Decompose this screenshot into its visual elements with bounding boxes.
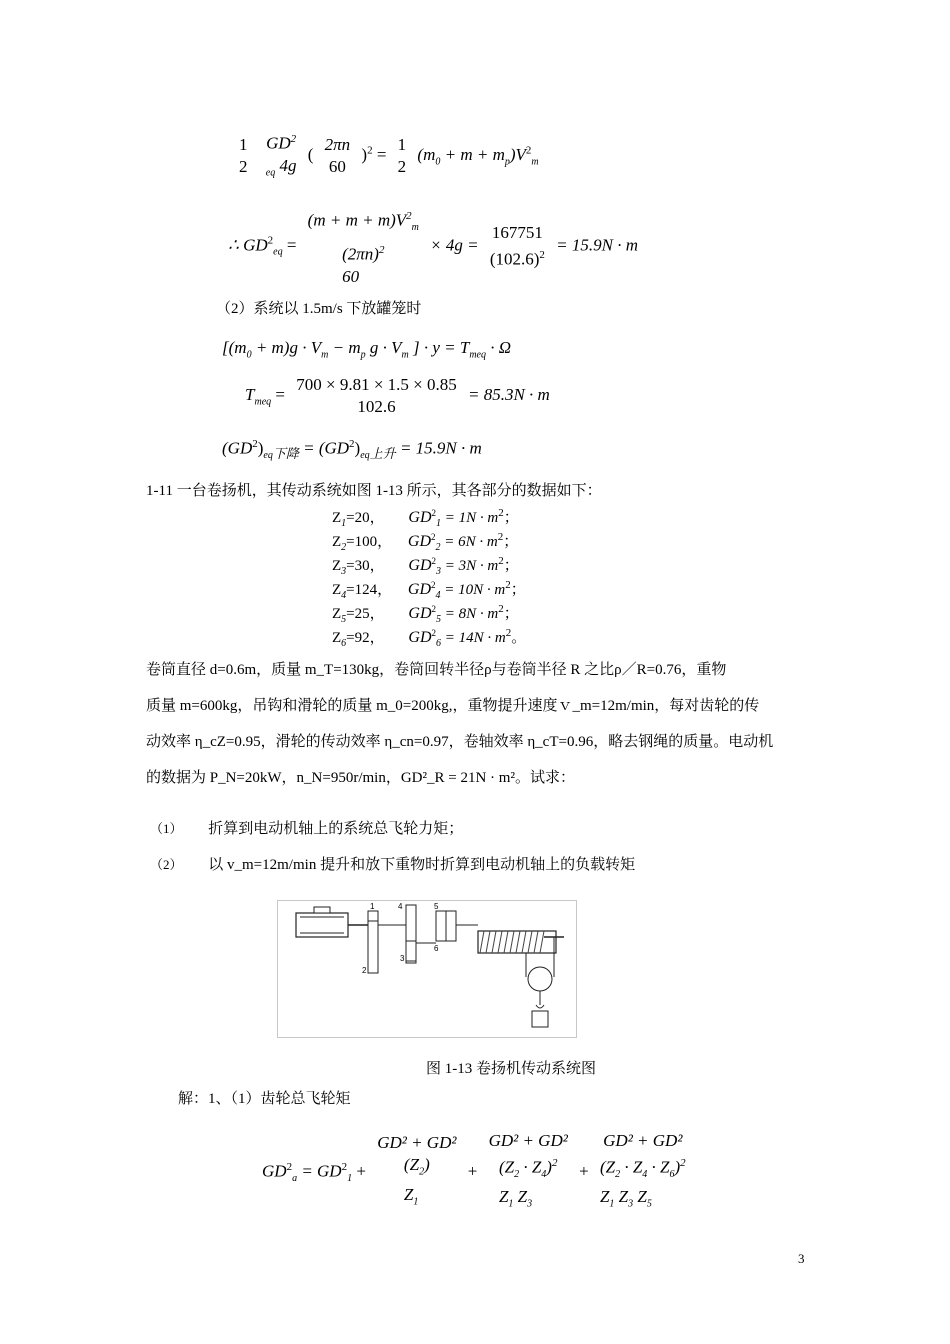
gear-row-3: $Z_3=30$， $GD^2_3 = 3N \cdot m^2$；	[332, 555, 519, 577]
frac-167751: 167751 $(102.6)^2$	[489, 223, 545, 269]
frac-half: 1 2	[239, 135, 248, 177]
question-1: （1） 折算到电动机轴上的系统总飞轮力矩；	[150, 821, 464, 837]
fig-label-2: 2	[362, 966, 367, 975]
equation-2: ∴ $GD^2_{eq}$ = $(m + m + m)V^2_m$ $(2\pi n)^2$ 60 × 4g = 167751 $(102.6)^2$ = 15.9N · m	[228, 205, 638, 288]
winch-diagram-svg	[278, 901, 576, 1037]
gear-row-1: $Z_1=20$， $GD^2_1 = 1N \cdot m^2$；	[332, 507, 519, 529]
frac-gd-4g: $GD^2$ $_{eq}$ 4g	[265, 133, 297, 179]
para-line-4: 的数据为 P_N=20kW，n_N=950r/min，GD²_R = 21N · m²。试求：	[146, 770, 575, 786]
equation-6: $GD^2_a = GD^2_1$ + GD² + GD² $(Z_2)$ $Z_1$ + GD² + GD² $(Z_2 \cdot Z_4)^2$ $Z_1$ $Z_3$ + GD² + GD² $(Z_2 \cdot Z_4 \cdot Z_6)^2$ $Z_1$ $Z_3$ $Z_5$	[262, 1130, 693, 1215]
frac-gear-1: GD² + GD² $(Z_2)$ $Z_1$	[377, 1133, 457, 1208]
equation-3: [$(m_0 + m)g \cdot V_m - m_p$ $g \cdot V_m$ ] · $y = T_{meq} \cdot \Omega$	[222, 338, 512, 361]
fig-label-6: 6	[434, 944, 439, 953]
gear-row-4: $Z_4=124$， $GD^2_4 = 10N \cdot m^2$；	[332, 579, 526, 601]
equation-4: $T_{meq}$ = 700 × 9.81 × 1.5 × 0.85 102.6 = 85.3N · m	[245, 375, 550, 416]
gear-row-6: $Z_6=92$， $GD^2_6 = 14N \cdot m^2$。	[332, 627, 527, 649]
gear-list	[332, 506, 526, 650]
frac-gear-2: GD² + GD² $(Z_2 \cdot Z_4)^2$ $Z_1$ $Z_3$	[488, 1131, 568, 1210]
fig-label-1: 1	[370, 902, 375, 911]
item-2-title: （2）系统以 1.5m/s 下放罐笼时	[216, 301, 422, 317]
page-number: 3	[798, 1251, 805, 1266]
figure-caption: 图 1-13 卷扬机传动系统图	[426, 1061, 596, 1077]
frac-half-rhs: 1 2	[397, 135, 407, 177]
frac-mass-over-speed: $(m + m + m)V^2_m$ $(2\pi n)^2$ 60	[307, 210, 419, 286]
para-line-1: 卷筒直径 d=0.6m，质量 m_T=130kg，卷筒回转半径ρ与卷筒半径 R 之比ρ／R=0.76，重物	[146, 662, 727, 678]
para-line-3: 动效率 η_cZ=0.95，滑轮的传动效率 η_cn=0.97，卷轴效率 η_cT=0.96，略去钢绳的质量。电动机	[146, 734, 774, 750]
equation-1: 1 2 $GD^2$ $_{eq}$ 4g ( 2πn 60 )$^2$ = 1 2 $(m_0 + m + m_p)V^2_m$	[232, 128, 539, 184]
para-line-2: 质量 m=600kg，吊钩和滑轮的质量 m_0=200kg,，重物提升速度ｖ_m=12m/min，每对齿轮的传	[146, 698, 760, 714]
problem-paragraph	[146, 652, 816, 796]
problem-intro: 1-11 一台卷扬机，其传动系统如图 1-13 所示，其各部分的数据如下：	[146, 483, 602, 499]
frac-torque: 700 × 9.81 × 1.5 × 0.85 102.6	[296, 375, 457, 416]
figure-winch-drive	[277, 900, 577, 1038]
gear-row-2: $Z_2=100$， $GD^2_2 = 6N \cdot m^2$；	[332, 531, 519, 553]
gear-row-5: $Z_5=25$， $GD^2_5 = 8N \cdot m^2$；	[332, 603, 519, 625]
fig-label-3: 3	[400, 954, 405, 963]
fig-label-5: 5	[434, 902, 439, 911]
frac-gear-3: GD² + GD² $(Z_2 \cdot Z_4 \cdot Z_6)^2$ $Z_1$ $Z_3$ $Z_5$	[599, 1131, 686, 1210]
equation-5: $(GD^2)_{eq下降} = (GD^2)_{eq上升} = 15.9N \cdot m$	[222, 438, 482, 462]
question-2: （2） 以 v_m=12m/min 提升和放下重物时折算到电动机轴上的负载转矩	[150, 857, 636, 873]
fig-label-4: 4	[398, 902, 403, 911]
frac-2pin-60: 2πn 60	[324, 135, 351, 177]
solution-title: 解：1、（1）齿轮总飞轮矩	[178, 1091, 351, 1107]
